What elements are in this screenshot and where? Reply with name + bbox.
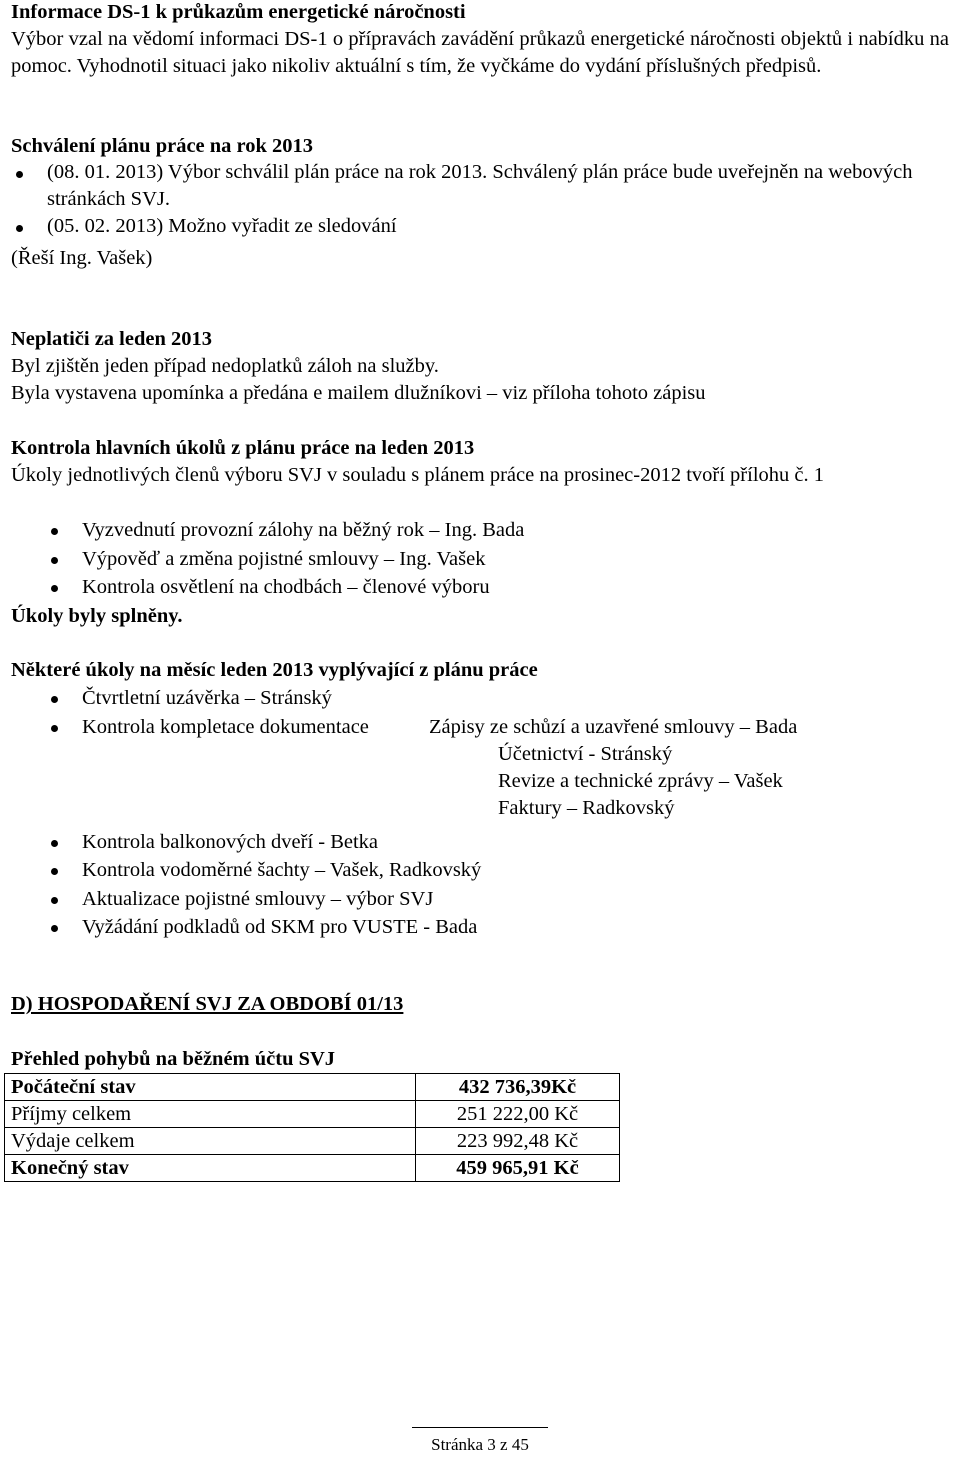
list-item: Vyžádání podkladů od SKM pro VUSTE - Bada [11, 913, 949, 942]
kontrola-list [11, 516, 949, 602]
hosp-subheading: Přehled pohybů na běžném účtu SVJ [11, 1048, 336, 1070]
bullet-icon [51, 897, 58, 904]
kompletace-sub-2: Revize a technické zprávy – Vašek [498, 769, 783, 792]
neplatici-line2: Byla vystavena upomínka a předána e mailem dlužníkovi – viz příloha tohoto zápisu [11, 382, 706, 404]
kontrola-heading: Kontrola hlavních úkolů z plánu práce na leden 2013 [11, 437, 475, 459]
plan-heading: Schválení plánu práce na rok 2013 [11, 135, 314, 157]
table-row [5, 1128, 620, 1155]
bullet-icon [51, 925, 58, 932]
bullet-icon [16, 171, 23, 178]
hosp-heading: D) HOSPODAŘENÍ SVJ ZA OBDOBÍ 01/13 [11, 993, 404, 1015]
list-item: Kontrola osvětlení na chodbách – členové výboru [11, 573, 949, 602]
neplatici-line1: Byl zjištěn jeden případ nedoplatků záloh na služby. [11, 355, 439, 377]
bullet-icon [51, 725, 58, 732]
list-item: Aktualizace pojistné smlouvy – výbor SVJ [11, 885, 949, 914]
ukoly-list [11, 684, 949, 942]
list-item: Čtvrtletní uzávěrka – Stránský [11, 684, 949, 713]
table-row [5, 1074, 620, 1101]
kompletace-sub-0: Zápisy ze schůzí a uzavřené smlouvy – Bada [429, 715, 798, 738]
ukoly-heading: Některé úkoly na měsíc leden 2013 vyplývající z plánu práce [11, 659, 538, 681]
table-row [5, 1101, 620, 1128]
bullet-icon [51, 840, 58, 847]
row-value: 432 736,39Kč [416, 1074, 620, 1101]
ds1-heading: Informace DS-1 k průkazům energetické náročnosti [11, 1, 466, 23]
kompletace-sub-3: Faktury – Radkovský [498, 796, 675, 819]
list-item: (05. 02. 2013) Možno vyřadit ze sledování [11, 213, 949, 240]
bullet-icon [51, 557, 58, 564]
kontrola-text: Úkoly jednotlivých členů výboru SVJ v souladu s plánem práce na prosinec-2012 tvoří přílohu č. 1 [11, 464, 825, 486]
row-value: 223 992,48 Kč [416, 1128, 620, 1155]
bullet-icon [51, 696, 58, 703]
row-label: Konečný stav [5, 1155, 416, 1182]
bullet-icon [51, 868, 58, 875]
page-footer: Stránka 3 z 45 [412, 1427, 548, 1458]
neplatici-heading: Neplatiči za leden 2013 [11, 328, 212, 350]
ds1-text: Výbor vzal na vědomí informaci DS-1 o přípravách zavádění průkazů energetické náročnosti objektů i nabídku na pomoc. Vyhodnotil situaci jako nikoliv aktuální s tím, že vyčkáme do vydání příslušných předpisů. [11, 28, 949, 77]
kompletace-sub-1: Účetnictví - Stránský [498, 742, 673, 765]
list-item: Kontrola balkonových dveří - Betka [11, 828, 949, 857]
bullet-icon [16, 225, 23, 232]
list-item: Výpověď a změna pojistné smlouvy – Ing. Vašek [11, 545, 949, 574]
account-table [4, 1073, 620, 1182]
list-item: Vyzvednutí provozní zálohy na běžný rok – Ing. Bada [11, 516, 949, 545]
row-label: Příjmy celkem [5, 1101, 416, 1128]
row-value: 251 222,00 Kč [416, 1101, 620, 1128]
list-item: (08. 01. 2013) Výbor schválil plán práce na rok 2013. Schválený plán práce bude uveřejněn na webových stránkách SVJ. [11, 159, 949, 213]
plan-list [11, 159, 949, 240]
row-value: 459 965,91 Kč [416, 1155, 620, 1182]
bullet-icon [51, 585, 58, 592]
list-item [11, 713, 949, 828]
kontrola-done: Úkoly byly splněny. [11, 605, 183, 627]
bullet-icon [51, 528, 58, 535]
kompletace-label: Kontrola kompletace dokumentace [82, 715, 369, 738]
table-row [5, 1155, 620, 1182]
list-item: Kontrola vodoměrné šachty – Vašek, Radkovský [11, 856, 949, 885]
row-label: Počáteční stav [5, 1074, 416, 1101]
plan-responsible: (Řeší Ing. Vašek) [11, 247, 153, 269]
row-label: Výdaje celkem [5, 1128, 416, 1155]
